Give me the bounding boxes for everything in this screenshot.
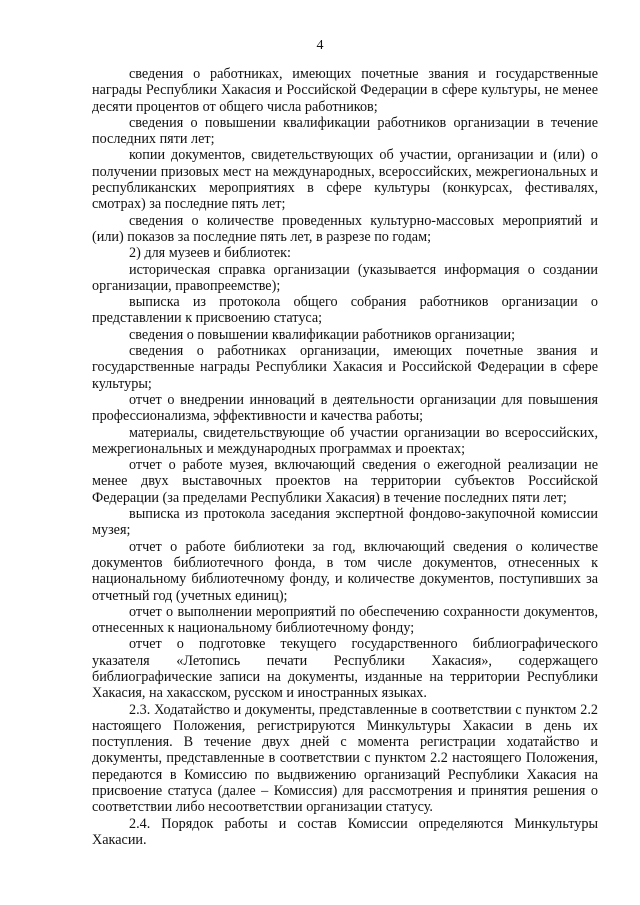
paragraph-library-report: отчет о работе библиотеки за год, включающий сведения о количестве документов библиотечного фонда, в том числе документов, отнесенных к национальному библиотечному фонду, и количестве документов, поступивших за отчетный год (учетных единиц);	[92, 538, 598, 604]
paragraph-participation-docs: копии документов, свидетельствующих об участии, организации и (или) о получении призовых мест на международных, всероссийских, межрегиональных и республиканских мероприятиях в сфере культуры (конкурсах, фестивалях, смотрах) за последние пять лет;	[92, 147, 598, 213]
paragraph-qualification-2: сведения о повышении квалификации работников организации;	[129, 326, 516, 343]
paragraph-preservation-report: отчет о выполнении мероприятий по обеспечению сохранности документов, отнесенных к национальному библиотечному фонду;	[92, 603, 598, 637]
paragraph-section-2-3: 2.3. Ходатайство и документы, представленные в соответствии с пунктом 2.2 настоящего Положения, регистрируются Минкультуры Хакасии в день их поступления. В течение двух дней с момента регистрации ходатайство и документы, представленные в соответствии с пунктом 2.2 настоящего Положения, передаются в Комиссию по выдвижению организаций Республики Хакасия на присвоение статуса (далее – Комиссия) для рассмотрения и принятия решения о соответствии либо несоответствии организации статусу.	[92, 701, 598, 816]
paragraph-staff-awards: сведения о работниках, имеющих почетные звания и государственные награды Республики Хакасия и Российской Федерации в сфере культуры, не менее десяти процентов от общего числа работников;	[92, 66, 598, 115]
paragraph-section-2-4: 2.4. Порядок работы и состав Комиссии определяются Минкультуры Хакасии.	[92, 815, 598, 848]
paragraph-programs-materials: материалы, свидетельствующие об участии организации во всероссийских, межрегиональных и международных программах и проектах;	[92, 424, 598, 457]
paragraph-meeting-extract: выписка из протокола общего собрания работников организации о представлении к присвоению статуса;	[92, 294, 598, 327]
paragraph-bibliography-report: отчет о подготовке текущего государственного библиографического указателя «Летопись печати Республики Хакасия», содержащего библиографические записи на документы, изданные на территории Республики Хакасия, на хакасском, русском и иностранных языках.	[92, 636, 598, 702]
paragraph-historical-note: историческая справка организации (указывается информация о создании организации, правопреемстве);	[92, 261, 598, 294]
paragraph-qualification: сведения о повышении квалификации работников организации в течение последних пяти лет;	[92, 114, 598, 148]
page-number: 4	[316, 38, 324, 53]
paragraph-museums-libraries-heading: 2) для музеев и библиотек:	[129, 245, 291, 262]
paragraph-staff-awards-2: сведения о работниках организации, имеющих почетные звания и государственные награды Республики Хакасия и Российской Федерации в сфере культуры;	[92, 343, 598, 392]
paragraph-innovations-report: отчет о внедрении инноваций в деятельности организации для повышения профессионализма, эффективности и качества работы;	[92, 391, 598, 425]
paragraph-events-count: сведения о количестве проведенных культурно-массовых мероприятий и (или) показов за последние пять лет, в разрезе по годам;	[92, 212, 598, 245]
document-body	[92, 66, 598, 848]
paragraph-commission-extract: выписка из протокола заседания экспертной фондово-закупочной комиссии музея;	[92, 506, 598, 539]
paragraph-museum-report: отчет о работе музея, включающий сведения о ежегодной реализации не менее двух выставочных проектов на территории субъектов Российской Федерации (за пределами Республики Хакасия) в течение последних пяти лет;	[92, 457, 598, 506]
